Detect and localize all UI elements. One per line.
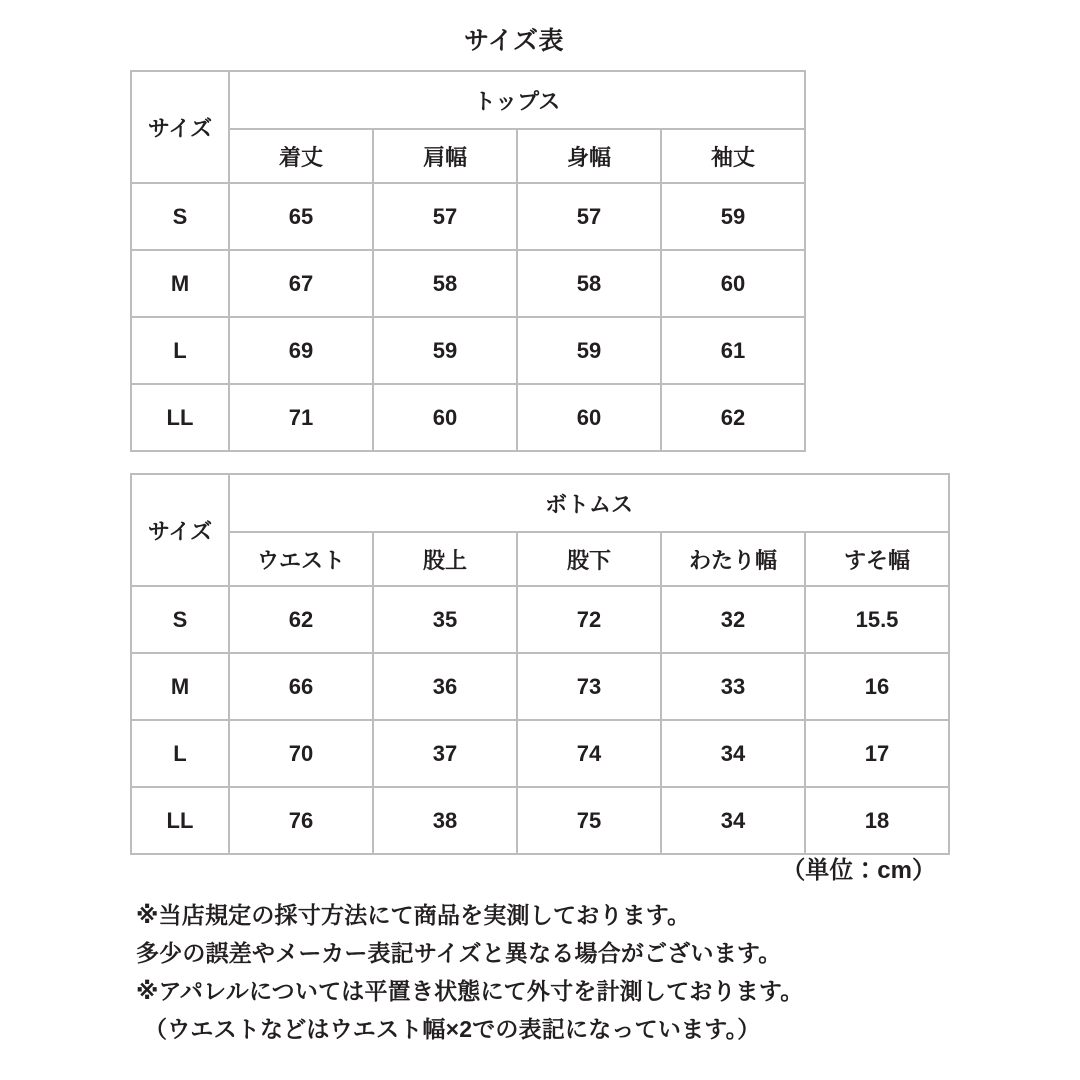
- tops-column-header-2: 身幅: [517, 129, 661, 183]
- table-header-sub-row: [131, 129, 805, 183]
- bottoms-row-label-3: LL: [131, 787, 229, 854]
- bottoms-cell-2-0: 70: [229, 720, 373, 787]
- tops-row-label-2: L: [131, 317, 229, 384]
- bottoms-column-header-0: ウエスト: [229, 532, 373, 586]
- tops-cell-1-1: 58: [373, 250, 517, 317]
- bottoms-cell-2-4: 17: [805, 720, 949, 787]
- tops-column-header-1: 肩幅: [373, 129, 517, 183]
- bottoms-cell-1-2: 73: [517, 653, 661, 720]
- tops-cell-1-3: 60: [661, 250, 805, 317]
- bottoms-cell-3-3: 34: [661, 787, 805, 854]
- bottoms-row-label-0: S: [131, 586, 229, 653]
- footnote-line-1: 多少の誤差やメーカー表記サイズと異なる場合がございます。: [136, 940, 782, 966]
- bottoms-cell-3-0: 76: [229, 787, 373, 854]
- bottoms-size-column-header: サイズ: [131, 474, 229, 586]
- footnote-line-0: ※当店規定の採寸方法にて商品を実測しております。: [136, 902, 691, 928]
- bottoms-cell-2-1: 37: [373, 720, 517, 787]
- bottoms-cell-0-1: 35: [373, 586, 517, 653]
- table-row: [131, 653, 949, 720]
- tops-cell-1-2: 58: [517, 250, 661, 317]
- bottoms-cell-1-0: 66: [229, 653, 373, 720]
- bottoms-cell-0-0: 62: [229, 586, 373, 653]
- bottoms-group-header: ボトムス: [229, 474, 949, 532]
- table-row: [131, 720, 949, 787]
- table-header-sub-row: [131, 532, 949, 586]
- tops-cell-3-2: 60: [517, 384, 661, 451]
- bottoms-row-label-1: M: [131, 653, 229, 720]
- bottoms-cell-0-3: 32: [661, 586, 805, 653]
- tops-cell-2-0: 69: [229, 317, 373, 384]
- bottoms-column-header-4: すそ幅: [805, 532, 949, 586]
- tops-cell-3-1: 60: [373, 384, 517, 451]
- tops-cell-0-0: 65: [229, 183, 373, 250]
- tops-cell-3-0: 71: [229, 384, 373, 451]
- tops-cell-0-2: 57: [517, 183, 661, 250]
- unit-note: （単位：cm）: [781, 857, 936, 884]
- page-title: サイズ表: [463, 27, 564, 55]
- table-row: [131, 317, 805, 384]
- footnote-line-3: （ウエストなどはウエスト幅×2での表記になっています。）: [144, 1016, 761, 1042]
- table-header-group-row: [131, 71, 805, 129]
- tops-size-table: [130, 70, 806, 452]
- table-row: [131, 586, 949, 653]
- footnotes: [136, 896, 1036, 1048]
- bottoms-cell-2-3: 34: [661, 720, 805, 787]
- table-row: [131, 787, 949, 854]
- bottoms-cell-0-4: 15.5: [805, 586, 949, 653]
- tops-row-label-0: S: [131, 183, 229, 250]
- table-row: [131, 384, 805, 451]
- table-header-group-row: [131, 474, 949, 532]
- bottoms-cell-2-2: 74: [517, 720, 661, 787]
- bottoms-row-label-2: L: [131, 720, 229, 787]
- tops-cell-0-1: 57: [373, 183, 517, 250]
- footnote-line-2: ※アパレルについては平置き状態にて外寸を計測しております。: [136, 978, 804, 1004]
- bottoms-cell-3-2: 75: [517, 787, 661, 854]
- tops-cell-1-0: 67: [229, 250, 373, 317]
- tops-group-header: トップス: [229, 71, 805, 129]
- tops-cell-0-3: 59: [661, 183, 805, 250]
- bottoms-size-table: [130, 473, 950, 855]
- table-row: [131, 250, 805, 317]
- tops-size-column-header: サイズ: [131, 71, 229, 183]
- bottoms-cell-0-2: 72: [517, 586, 661, 653]
- bottoms-cell-3-4: 18: [805, 787, 949, 854]
- tops-cell-2-1: 59: [373, 317, 517, 384]
- tops-cell-2-2: 59: [517, 317, 661, 384]
- tops-column-header-3: 袖丈: [661, 129, 805, 183]
- bottoms-column-header-2: 股下: [517, 532, 661, 586]
- bottoms-cell-1-1: 36: [373, 653, 517, 720]
- bottoms-column-header-3: わたり幅: [661, 532, 805, 586]
- table-row: [131, 183, 805, 250]
- bottoms-column-header-1: 股上: [373, 532, 517, 586]
- tops-column-header-0: 着丈: [229, 129, 373, 183]
- tops-row-label-1: M: [131, 250, 229, 317]
- bottoms-cell-1-4: 16: [805, 653, 949, 720]
- bottoms-cell-1-3: 33: [661, 653, 805, 720]
- tops-cell-2-3: 61: [661, 317, 805, 384]
- bottoms-cell-3-1: 38: [373, 787, 517, 854]
- tops-row-label-3: LL: [131, 384, 229, 451]
- tops-cell-3-3: 62: [661, 384, 805, 451]
